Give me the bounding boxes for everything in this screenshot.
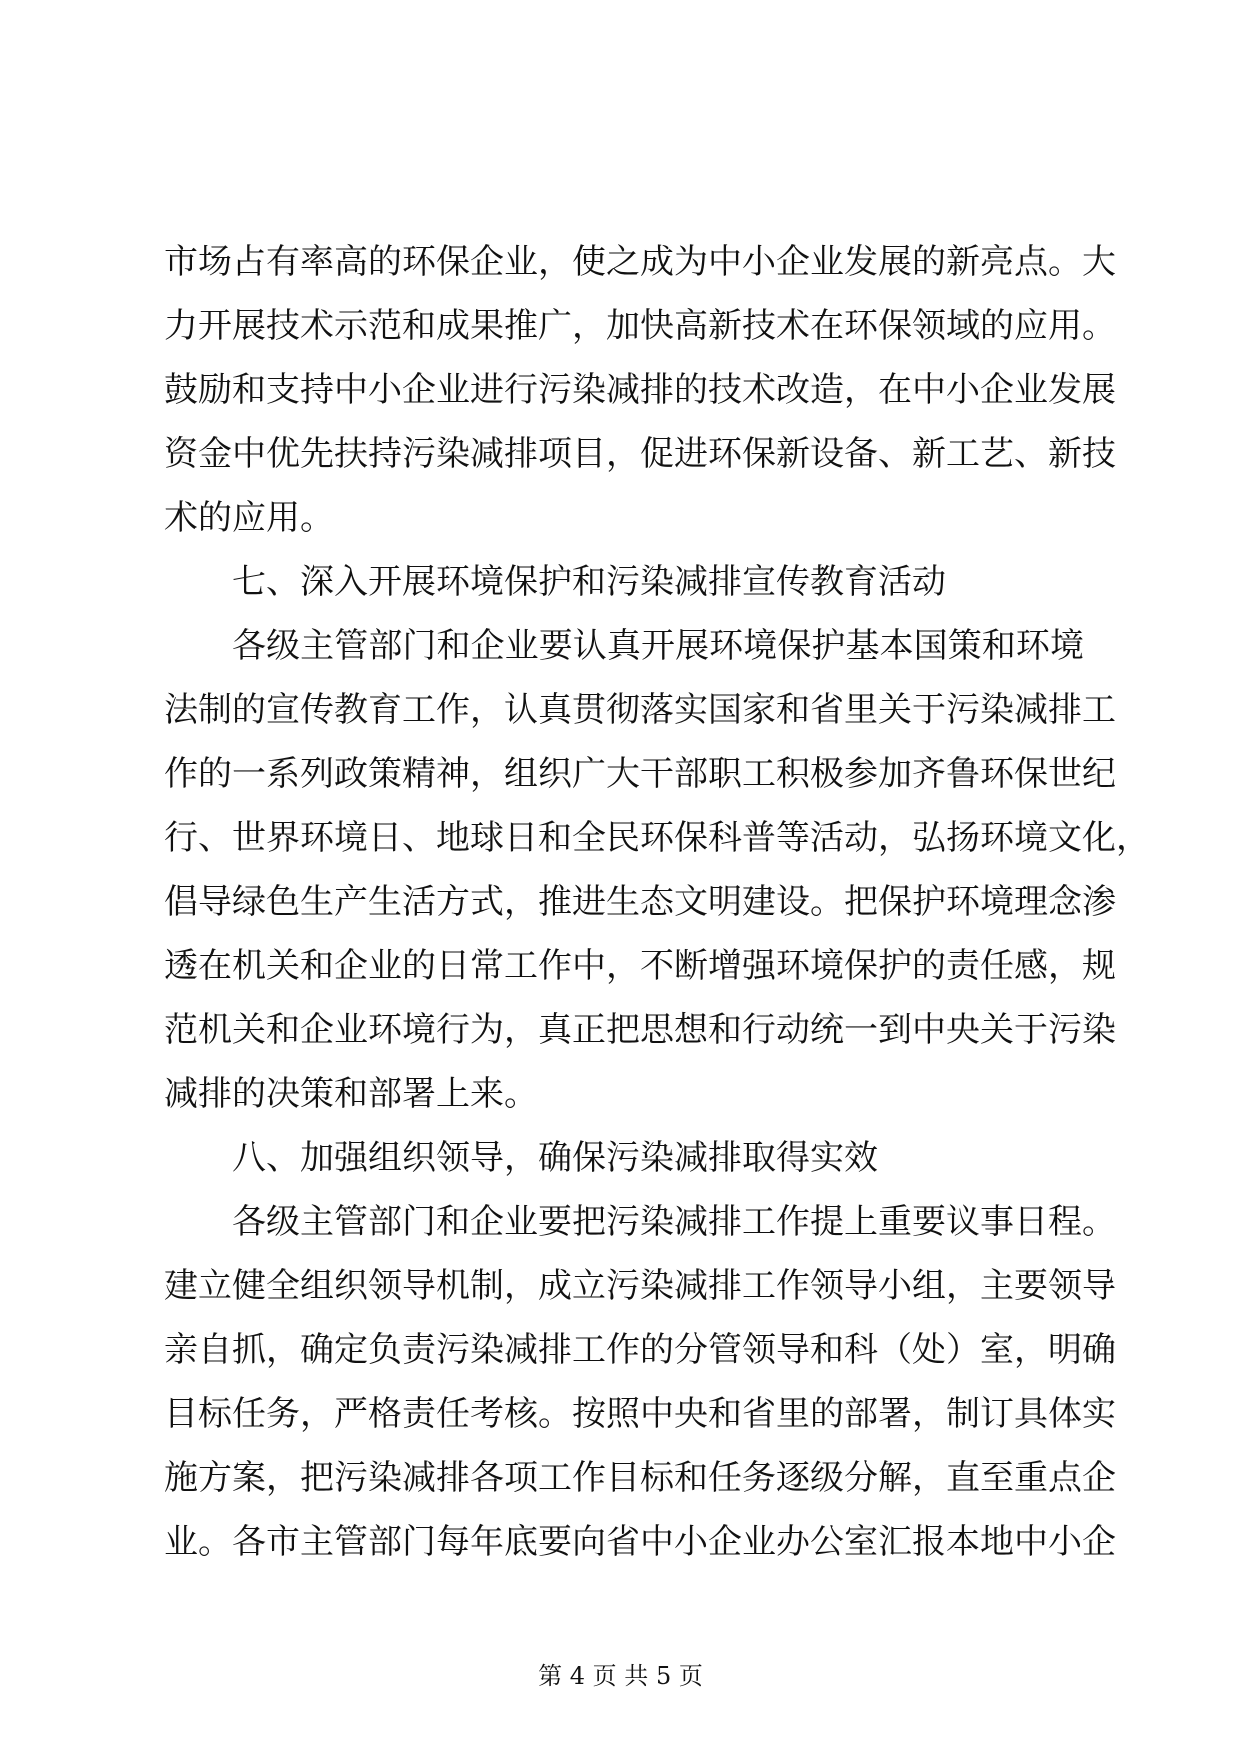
section-heading: 七、深入开展环境保护和污染减排宣传教育活动 xyxy=(232,562,946,602)
paragraph-line: 资金中优先扶持污染减排项目，促进环保新设备、新工艺、新技 xyxy=(164,434,1116,474)
paragraph-line: 鼓励和支持中小企业进行污染减排的技术改造，在中小企业发展 xyxy=(164,370,1116,410)
paragraph-line: 行、世界环境日、地球日和全民环保科普等活动，弘扬环境文化， xyxy=(164,818,1150,858)
paragraph-line: 市场占有率高的环保企业，使之成为中小企业发展的新亮点。大 xyxy=(164,242,1116,282)
paragraph-line: 施方案，把污染减排各项工作目标和任务逐级分解，直至重点企 xyxy=(164,1458,1116,1498)
paragraph-line: 力开展技术示范和成果推广，加快高新技术在环保领域的应用。 xyxy=(164,306,1116,346)
paragraph-line: 目标任务，严格责任考核。按照中央和省里的部署，制订具体实 xyxy=(164,1394,1116,1434)
page-number: 第 4 页 共 5 页 xyxy=(538,1662,703,1690)
section-heading: 八、加强组织领导，确保污染减排取得实效 xyxy=(232,1138,878,1178)
paragraph-line: 术的应用。 xyxy=(164,498,334,538)
paragraph-line: 透在机关和企业的日常工作中，不断增强环境保护的责任感，规 xyxy=(164,946,1116,986)
paragraph-line: 业。各市主管部门每年底要向省中小企业办公室汇报本地中小企 xyxy=(164,1522,1116,1562)
paragraph-line: 作的一系列政策精神，组织广大干部职工积极参加齐鲁环保世纪 xyxy=(164,754,1116,794)
paragraph-line: 各级主管部门和企业要认真开展环境保护基本国策和环境 xyxy=(232,626,1084,666)
paragraph-line: 建立健全组织领导机制，成立污染减排工作领导小组，主要领导 xyxy=(164,1266,1116,1306)
paragraph-line: 减排的决策和部署上来。 xyxy=(164,1074,538,1114)
paragraph-line: 法制的宣传教育工作，认真贯彻落实国家和省里关于污染减排工 xyxy=(164,690,1116,730)
document-body xyxy=(164,230,1150,1574)
paragraph-line: 范机关和企业环境行为，真正把思想和行动统一到中央关于污染 xyxy=(164,1010,1116,1050)
paragraph-line: 倡导绿色生产生活方式，推进生态文明建设。把保护环境理念渗 xyxy=(164,882,1116,922)
paragraph-line: 各级主管部门和企业要把污染减排工作提上重要议事日程。 xyxy=(232,1202,1116,1242)
paragraph-line: 亲自抓，确定负责污染减排工作的分管领导和科（处）室，明确 xyxy=(164,1330,1116,1370)
